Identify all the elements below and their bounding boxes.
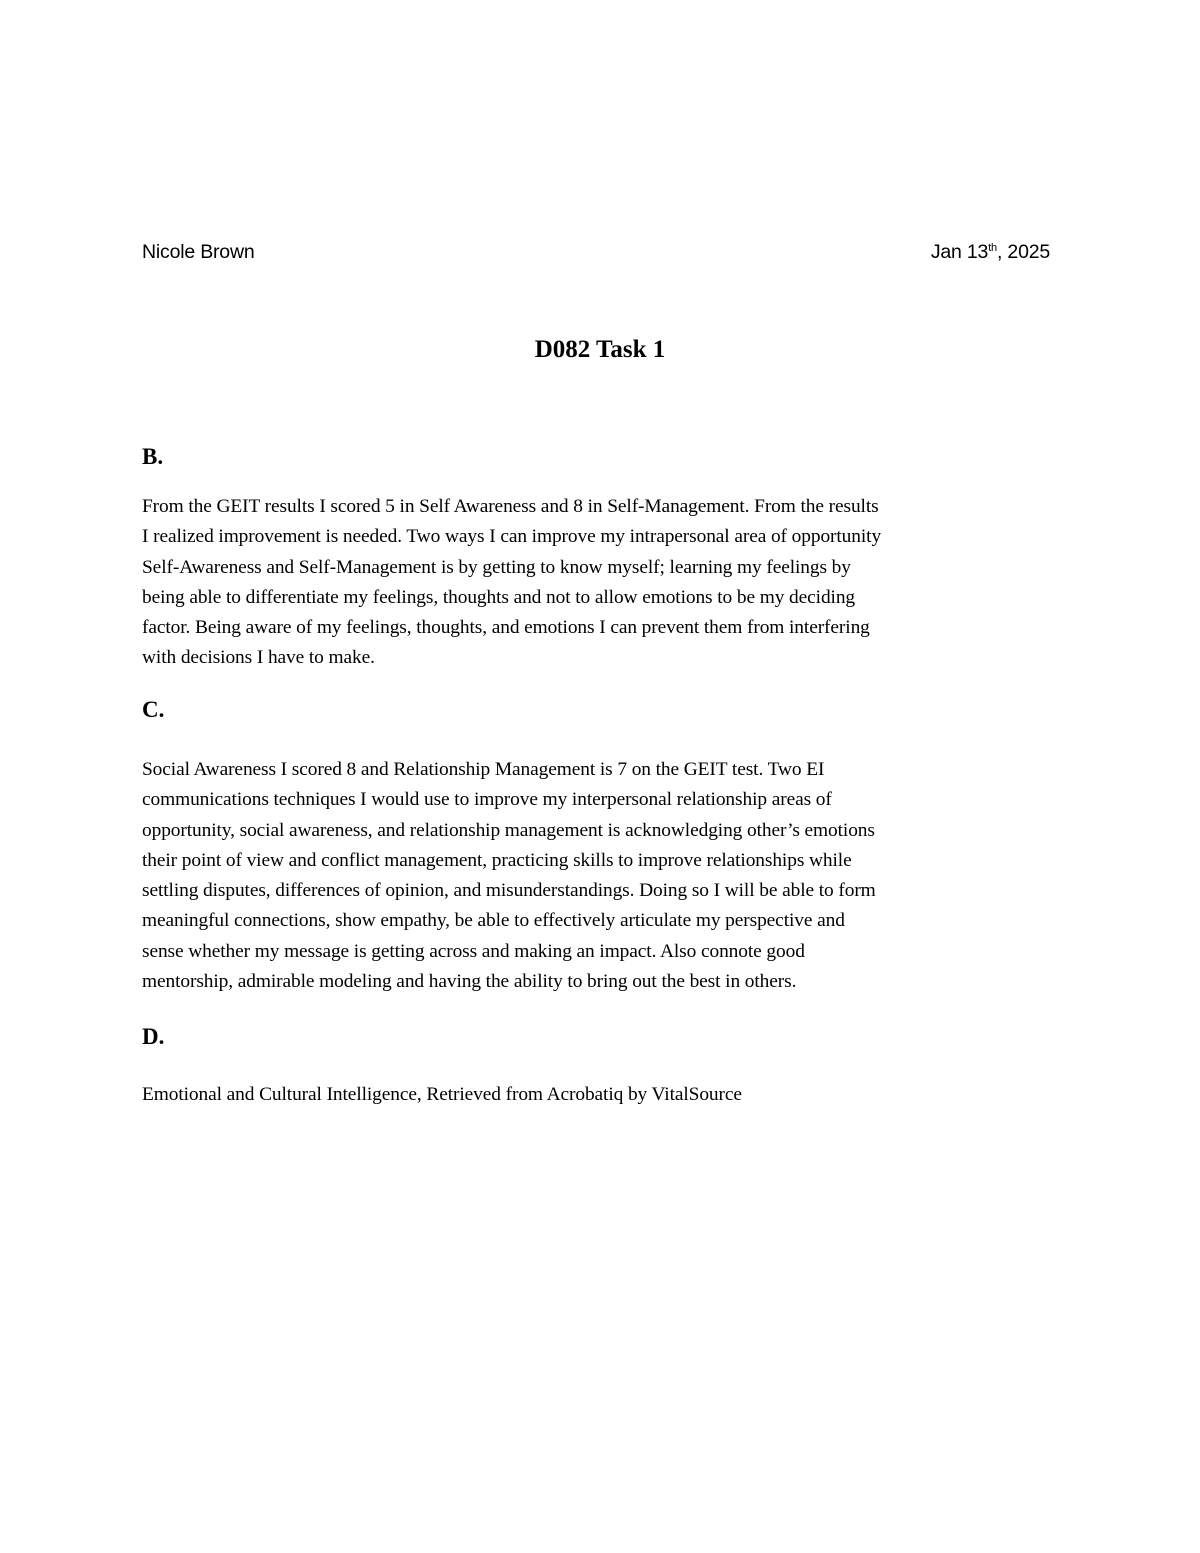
paragraph-line: their point of view and conflict management, practicing skills to improve relationships while	[142, 849, 852, 871]
paragraph-line: being able to differentiate my feelings, thoughts and not to allow emotions to be my deciding	[142, 586, 856, 608]
paragraph-line: opportunity, social awareness, and relationship management is acknowledging other’s emotions	[142, 819, 875, 841]
date-year: , 2025	[996, 241, 1050, 263]
paragraph-line: settling disputes, differences of opinion, and misunderstandings. Doing so I will be able to form	[142, 880, 876, 902]
section-d-paragraph	[142, 1080, 1062, 1110]
document-date	[931, 241, 1050, 264]
paragraph-line: communications techniques I would use to improve my interpersonal relationship areas of	[142, 789, 832, 811]
date-ordinal-suffix: th	[988, 242, 997, 254]
date-prefix: Jan 13	[930, 241, 989, 263]
paragraph-line: Social Awareness I scored 8 and Relationship Management is 7 on the GEIT test. Two EI	[142, 759, 825, 780]
document-title: D082 Task 1	[534, 336, 666, 363]
paragraph-line: meaningful connections, show empathy, be able to effectively articulate my perspective and	[142, 910, 845, 932]
section-c-heading: C.	[142, 697, 165, 722]
paragraph-line: I realized improvement is needed. Two ways I can improve my intrapersonal area of opportunity	[142, 526, 882, 548]
paragraph-line: with decisions I have to make.	[142, 647, 375, 669]
paragraph-line: mentorship, admirable modeling and having the ability to bring out the best in others.	[142, 971, 797, 993]
section-d-heading: D.	[142, 1024, 165, 1049]
paragraph-line: factor. Being aware of my feelings, thoughts, and emotions I can prevent them from interfering	[142, 617, 870, 639]
section-b-heading: B.	[142, 444, 164, 469]
paragraph-line: Emotional and Cultural Intelligence, Retrieved from Acrobatiq by VitalSource	[142, 1084, 742, 1105]
document-header	[142, 241, 1050, 271]
paragraph-line: Self-Awareness and Self-Management is by getting to know myself; learning my feelings by	[142, 556, 851, 578]
section-c-paragraph	[142, 755, 1062, 997]
paragraph-line: From the GEIT results I scored 5 in Self Awareness and 8 in Self-Management. From the results	[142, 496, 879, 517]
author-name: Nicole Brown	[142, 241, 255, 263]
section-b-paragraph	[142, 492, 1062, 674]
paragraph-line: sense whether my message is getting across and making an impact. Also connote good	[142, 940, 805, 962]
